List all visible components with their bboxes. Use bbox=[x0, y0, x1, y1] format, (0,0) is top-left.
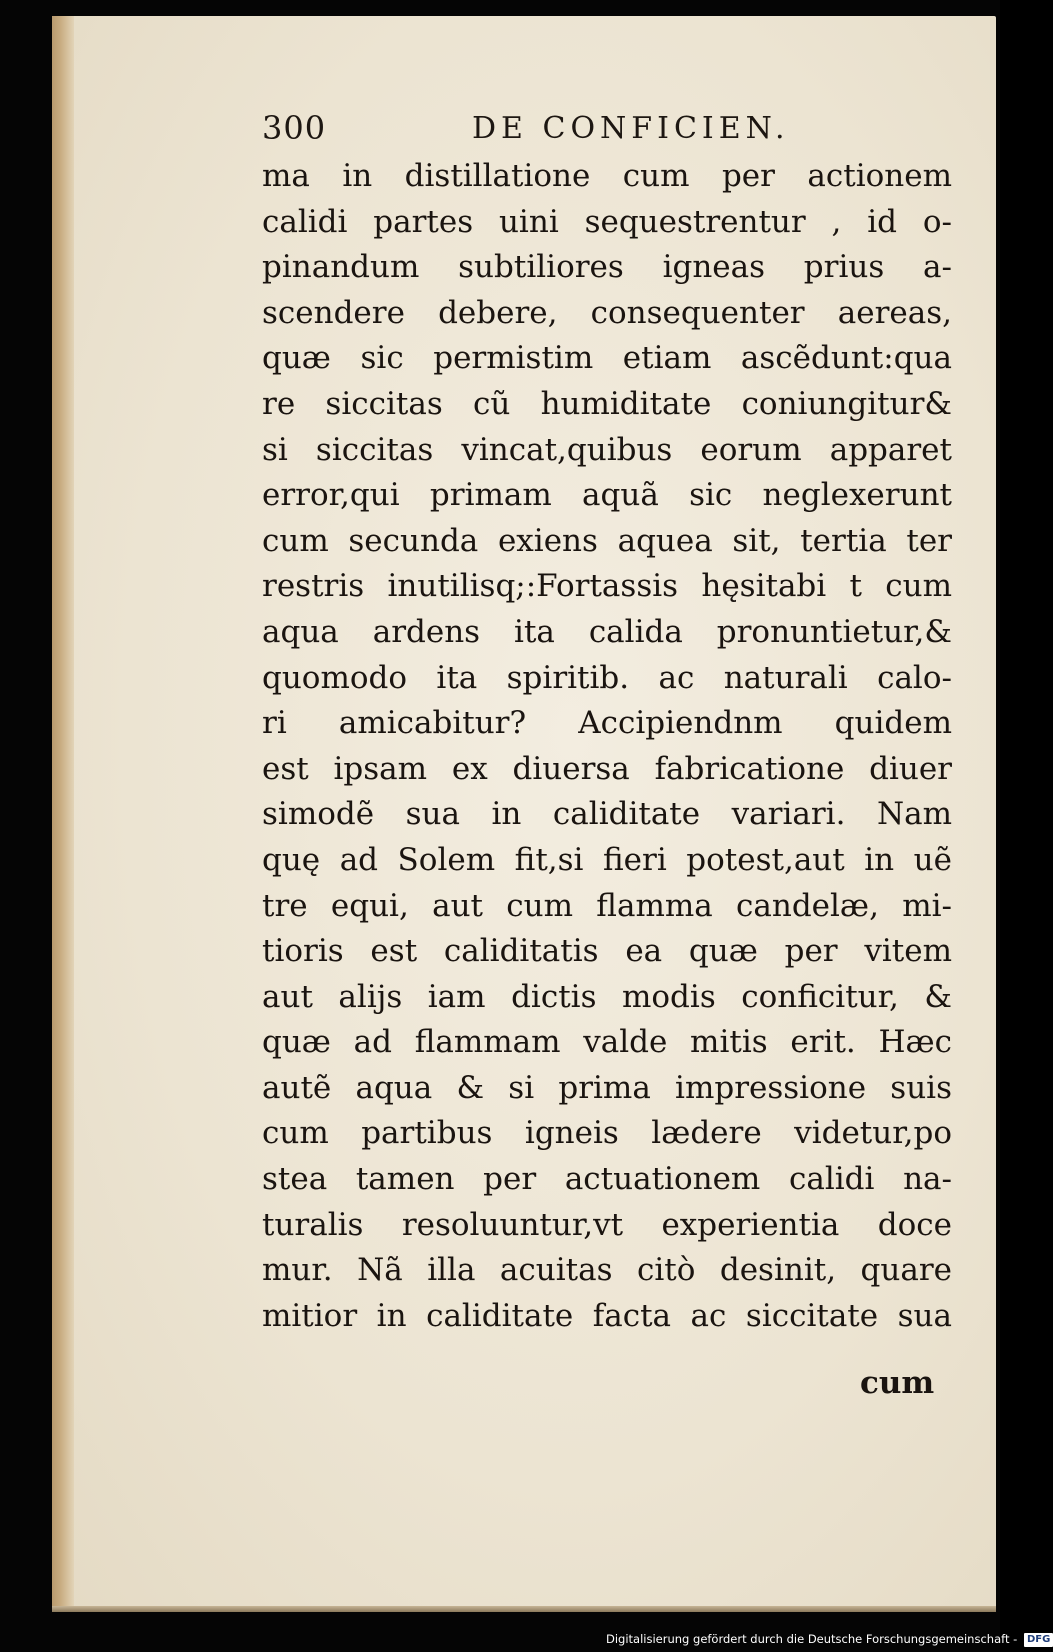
text-line: quę ad Solem fit,si fieri potest,aut in uẽ bbox=[262, 841, 952, 878]
text-line: ri amicabitur? Accipiendnm quidem bbox=[262, 705, 952, 742]
credit-text: Digitalisierung gefördert durch die Deutsche Forschungsgemeinschaft - bbox=[606, 1632, 1018, 1646]
text-line: mur. Nã illa acuitas citò desinit, quare bbox=[262, 1252, 952, 1289]
text-line: quæ ad flammam valde mitis erit. Hæc bbox=[262, 1024, 952, 1061]
text-line: calidi partes uini sequestrentur , id o- bbox=[262, 203, 952, 240]
text-line: error,qui primam aquã sic neglexerunt bbox=[262, 477, 952, 514]
text-line: cum partibus igneis lædere videtur,po bbox=[262, 1115, 952, 1152]
page-number: 300 bbox=[262, 109, 327, 147]
text-line: mitior in caliditate facta ac siccitate sua bbox=[262, 1297, 952, 1334]
page-gutter-edge bbox=[52, 16, 74, 1610]
text-line: est ipsam ex diuersa fabricatione diuer bbox=[262, 750, 952, 787]
text-line: simodẽ sua in caliditate variari. Nam bbox=[262, 796, 952, 833]
text-line: ma in distillatione cum per actionem bbox=[262, 158, 952, 194]
text-line: cum secunda exiens aquea sit, tertia ter bbox=[262, 522, 952, 559]
running-head: DE CONFICIEN. bbox=[472, 111, 790, 146]
text-line: re siccitas cũ humiditate coniungitur& bbox=[262, 385, 952, 422]
body-text bbox=[262, 154, 952, 1339]
text-line: turalis resoluuntur,vt experientia doce bbox=[262, 1206, 952, 1243]
text-line: autẽ aqua & si prima impressione suis bbox=[262, 1069, 952, 1106]
page-header bbox=[262, 107, 822, 153]
text-line: tre equi, aut cum flamma candelæ, mi- bbox=[262, 887, 952, 924]
text-line: quomodo ita spiritib. ac naturali calo- bbox=[262, 659, 952, 696]
text-line: stea tamen per actuationem calidi na- bbox=[262, 1161, 952, 1198]
dfg-logo: DFG bbox=[1024, 1633, 1053, 1647]
text-line: tioris est caliditatis ea quæ per vitem bbox=[262, 933, 952, 970]
digitization-credit bbox=[606, 1630, 1053, 1648]
text-line: aut alijs iam dictis modis conficitur, & bbox=[262, 978, 952, 1015]
text-line: pinandum subtiliores igneas prius a- bbox=[262, 249, 952, 286]
page-bottom-edge bbox=[52, 1606, 996, 1612]
catchword: cum bbox=[860, 1365, 935, 1401]
text-line: si siccitas vincat,quibus eorum apparet bbox=[262, 431, 952, 468]
text-line: scendere debere, consequenter aereas, bbox=[262, 294, 952, 331]
text-line: quæ sic permistim etiam ascẽdunt:qua bbox=[262, 340, 952, 377]
text-line: aqua ardens ita calida pronuntietur,& bbox=[262, 613, 952, 650]
text-line: restris inutilisq;:Fortassis hęsitabi t cum bbox=[262, 568, 952, 605]
